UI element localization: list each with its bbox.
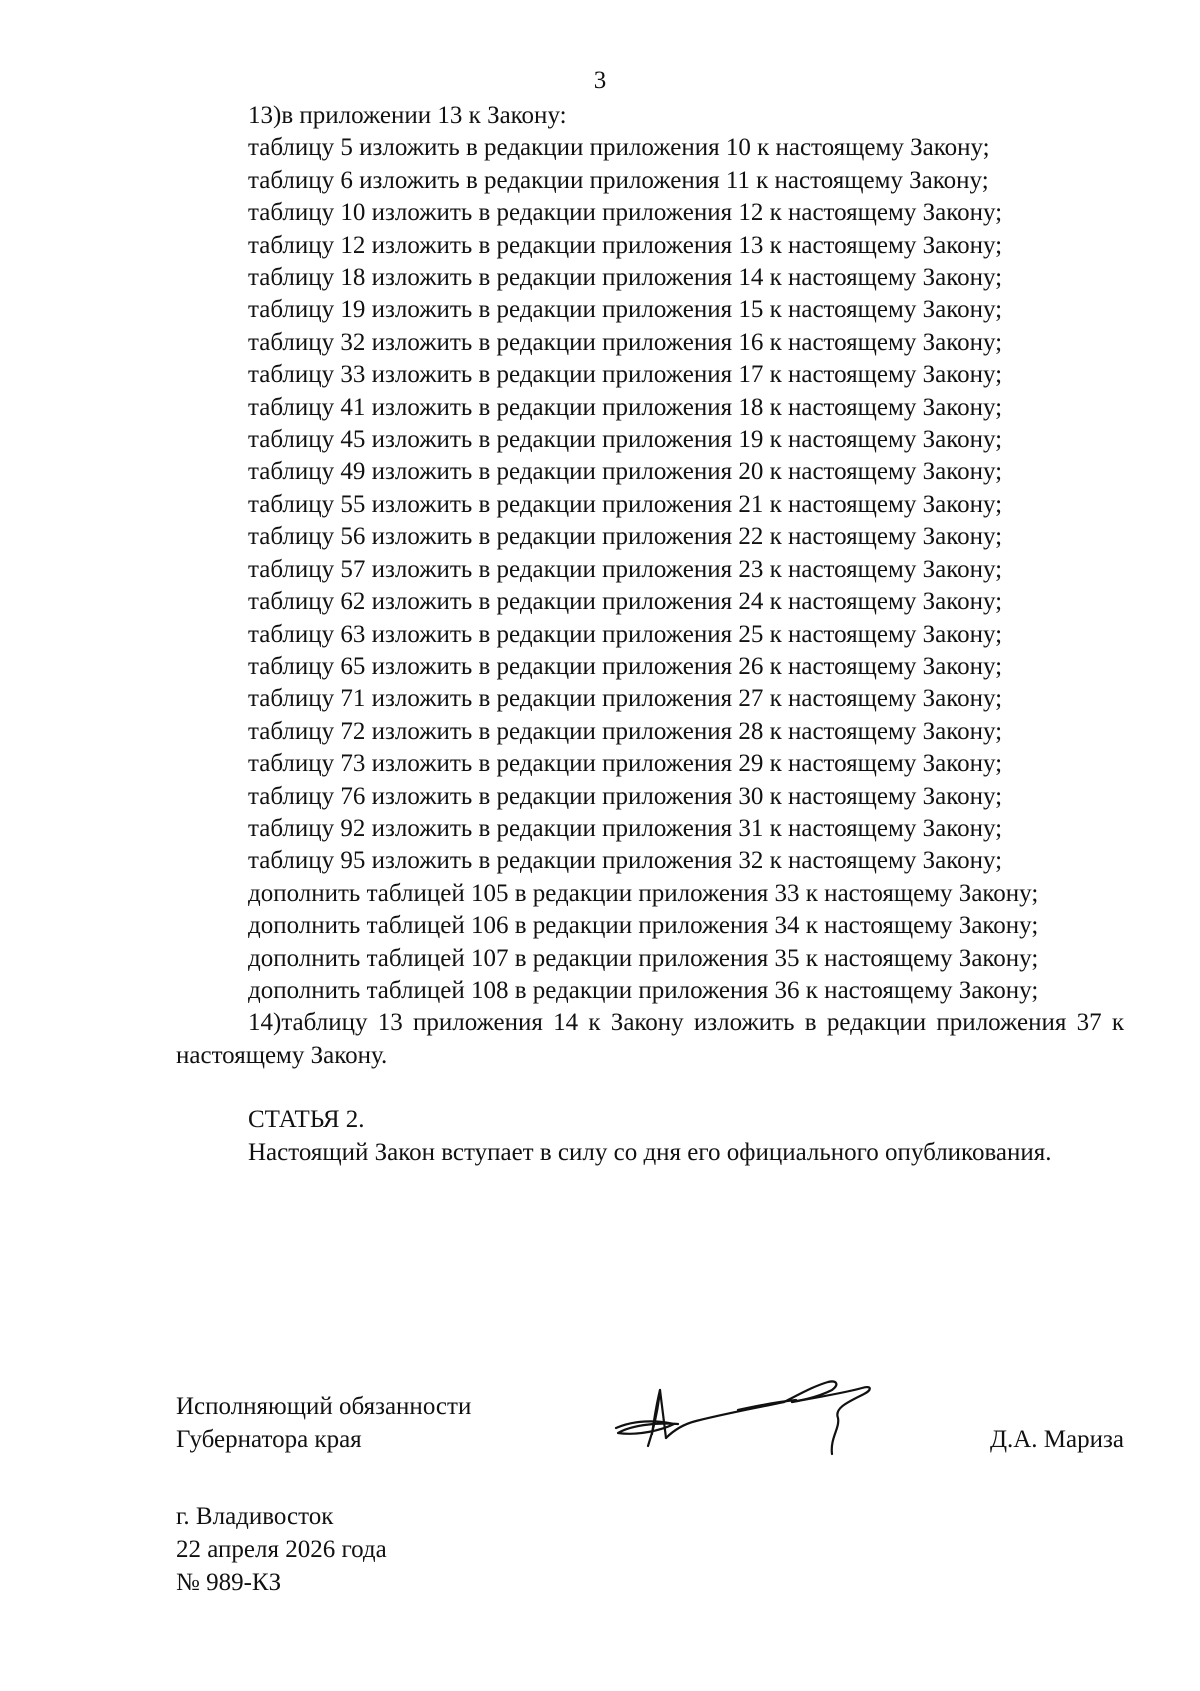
table-amendment-line: таблицу 41 изложить в редакции приложения 18 к настоящему Закону;: [248, 393, 1003, 421]
table-addition-paragraph: дополнить таблицей 105 в редакции приложения 33 к настоящему Закону;: [248, 879, 1039, 907]
table-amendment-line: таблицу 63 изложить в редакции приложения 25 к настоящему Закону;: [248, 620, 1003, 648]
table-amendment-line: таблицу 65 изложить в редакции приложения 26 к настоящему Закону;: [248, 652, 1003, 680]
table-amendment-line: таблицу 62 изложить в редакции приложения 24 к настоящему Закону;: [248, 588, 1003, 616]
table-addition-paragraph: дополнить таблицей 108 в редакции приложения 36 к настоящему Закону;: [248, 976, 1039, 1004]
signer-position-line-1: Исполняющий обязанности: [176, 1393, 472, 1420]
place-of-signing: г. Владивосток: [176, 1503, 334, 1530]
document-body: [176, 100, 1124, 1169]
signing-date: 22 апреля 2026 года: [176, 1536, 387, 1563]
signer-position-line-2: Губернатора края: [176, 1426, 362, 1453]
law-number: № 989-КЗ: [176, 1569, 282, 1596]
table-amendment-line: таблицу 71 изложить в редакции приложения 27 к настоящему Закону;: [248, 685, 1003, 713]
table-amendment-line: таблицу 18 изложить в редакции приложения 14 к настоящему Закону;: [248, 264, 1003, 292]
section-13-heading: 13)в приложении 13 к Закону:: [248, 102, 567, 129]
table-amendment-line: таблицу 92 изложить в редакции приложения 31 к настоящему Закону;: [248, 814, 1003, 842]
table-amendment-line: таблицу 72 изложить в редакции приложения 28 к настоящему Закону;: [248, 717, 1003, 745]
place-date-block: [176, 1500, 387, 1599]
table-amendment-line: таблицу 76 изложить в редакции приложения 30 к настоящему Закону;: [248, 782, 1003, 810]
handwritten-signature: [608, 1376, 898, 1474]
table-amendment-line: таблицу 57 изложить в редакции приложения 23 к настоящему Закону;: [248, 555, 1003, 583]
table-amendment-line: таблицу 19 изложить в редакции приложения 15 к настоящему Закону;: [248, 296, 1003, 324]
table-amendment-line: таблицу 45 изложить в редакции приложения 19 к настоящему Закону;: [248, 426, 1003, 454]
table-amendment-line: таблицу 12 изложить в редакции приложения 13 к настоящему Закону;: [248, 231, 1003, 259]
signature-block: [176, 1390, 1124, 1470]
table-amendment-line: таблицу 32 изложить в редакции приложения 16 к настоящему Закону;: [248, 328, 1003, 356]
signer-position: [176, 1390, 471, 1456]
table-amendment-line: таблицу 5 изложить в редакции приложения 10 к настоящему Закону;: [248, 134, 990, 162]
table-amendment-line: таблицу 33 изложить в редакции приложения 17 к настоящему Закону;: [248, 361, 1003, 389]
table-amendment-line: таблицу 95 изложить в редакции приложения 32 к настоящему Закону;: [248, 847, 1003, 875]
table-amendment-line: таблицу 73 изложить в редакции приложения 29 к настоящему Закону;: [248, 750, 1003, 778]
article-2-text: Настоящий Закон вступает в силу со дня его официального опубликования.: [248, 1138, 1052, 1166]
table-amendment-line: таблицу 6 изложить в редакции приложения 11 к настоящему Закону;: [248, 166, 989, 194]
table-amendment-line: таблицу 55 изложить в редакции приложения 21 к настоящему Закону;: [248, 490, 1003, 518]
table-amendment-line: таблицу 49 изложить в редакции приложения 20 к настоящему Закону;: [248, 458, 1003, 486]
article-2-title: СТАТЬЯ 2.: [248, 1106, 365, 1134]
section-14-paragraph: 14)таблицу 13 приложения 14 к Закону изложить в редакции приложения 37 к настоящему Закону.: [176, 1009, 1124, 1069]
table-amendment-line: таблицу 56 изложить в редакции приложения 22 к настоящему Закону;: [248, 523, 1003, 551]
table-addition-paragraph: дополнить таблицей 106 в редакции приложения 34 к настоящему Закону;: [248, 912, 1039, 940]
signer-name: Д.А. Мариза: [989, 1426, 1124, 1453]
table-addition-paragraph: дополнить таблицей 107 в редакции приложения 35 к настоящему Закону;: [248, 944, 1039, 972]
table-amendment-line: таблицу 10 изложить в редакции приложения 12 к настоящему Закону;: [248, 199, 1003, 227]
page-number: 3: [593, 67, 607, 94]
